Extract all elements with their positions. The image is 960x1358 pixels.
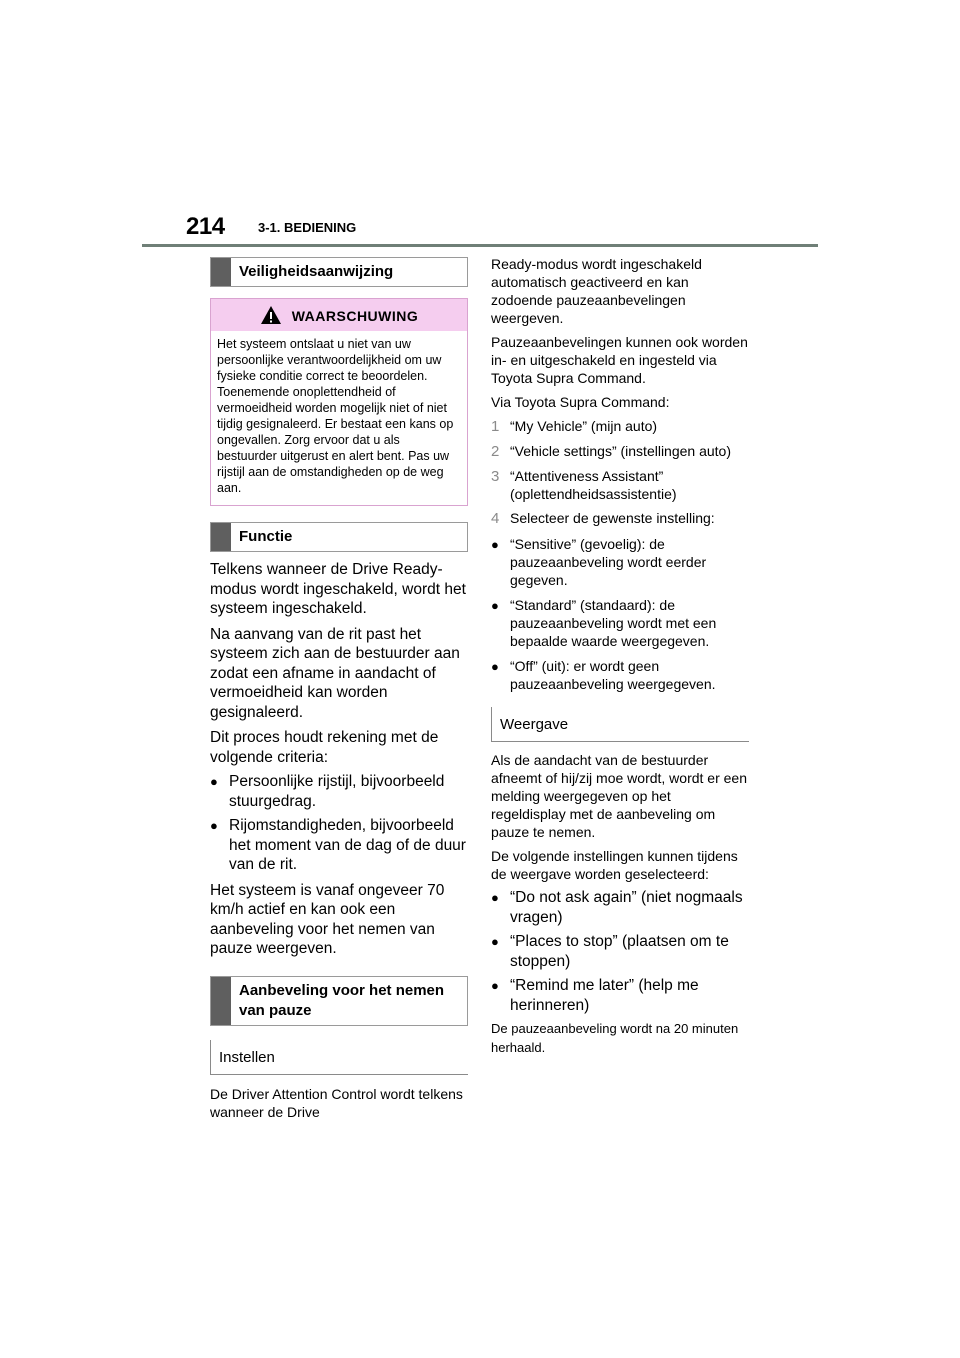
step-number: 3 xyxy=(491,468,500,485)
step-number: 1 xyxy=(491,418,500,435)
list-item: ● “Standard” (standaard): de pauzeaanbeveling wordt met een bepaalde waarde weergegeven. xyxy=(491,597,717,649)
section-heading-safety xyxy=(210,257,468,287)
step-text: Selecteer de gewenste instelling: xyxy=(510,510,715,526)
warning-title: WAARSCHUWING xyxy=(291,308,419,324)
list-item: ● Persoonlijke rijstijl, bijvoorbeeld stuurgedrag. xyxy=(210,773,445,810)
paragraph: Telkens wanneer de Drive Ready-modus wordt ingeschakeld, wordt het systeem ingeschakeld. xyxy=(210,561,466,617)
warning-text: Het systeem ontslaat u niet van uw persoonlijke verantwoordelijkheid om uw fysieke conditie correct te beoordelen. Toenemende onoplettendheid of vermoeidheid worden mogelijk niet of niet tijdig gesignaleerd. Er bestaat een kans op ongevallen. Zorg ervoor dat u als bestuurder uitgerust en alert bent. Pas uw rijstijl aan de omstandigheden op de weg aan. xyxy=(217,337,454,495)
bullet-icon: ● xyxy=(210,774,218,789)
step-item xyxy=(491,417,749,436)
bullet-icon: ● xyxy=(491,598,499,613)
warning-header xyxy=(211,299,467,331)
note-text: De pauzeaanbeveling wordt na 20 minuten herhaald. xyxy=(491,1021,739,1055)
paragraph: Ready-modus wordt ingeschakeld automatisch geactiveerd en kan zodoende pauzeaanbevelingen weergeven. xyxy=(491,256,702,326)
step-item xyxy=(491,442,749,461)
bullet-icon: ● xyxy=(491,978,499,993)
warning-box xyxy=(210,298,468,506)
bullet-icon: ● xyxy=(491,890,499,905)
section-heading-break xyxy=(210,976,468,1026)
section-heading-text: Functie xyxy=(239,528,293,545)
page-number: 214 xyxy=(186,213,225,240)
list-item: ● Rijomstandigheden, bijvoorbeeld het moment van de dag of de duur van de rit. xyxy=(210,817,466,873)
paragraph: De Driver Attention Control wordt telkens wanneer de Drive xyxy=(210,1085,463,1120)
section-heading-text: Aanbeveling voor het nemen van pauze xyxy=(239,981,445,1019)
paragraph: Als de aandacht van de bestuurder afneemt of hij/zij moe wordt, wordt er een melding weergegeven op het regeldisplay met de aanbeveling om pauze te nemen. xyxy=(491,752,748,840)
list-item: ● “Off” (uit): er wordt geen pauzeaanbeveling weergegeven. xyxy=(491,658,716,692)
right-column xyxy=(491,255,749,1057)
section-heading-text: Veiligheidsaanwijzing xyxy=(239,263,394,280)
bullet-icon: ● xyxy=(491,659,499,674)
header-divider xyxy=(142,244,818,247)
section-heading-function xyxy=(210,522,468,552)
list-item: ● “Sensitive” (gevoelig): de pauzeaanbeveling wordt eerder gegeven. xyxy=(491,536,707,588)
paragraph: Via Toyota Supra Command: xyxy=(491,394,670,410)
step-item xyxy=(491,509,749,528)
step-text: “My Vehicle” (mijn auto) xyxy=(510,418,658,434)
paragraph: Na aanvang van de rit past het systeem zich aan de bestuurder aan zodat een afname in aandacht of vermoeidheid kan worden gesignaleerd. xyxy=(210,625,460,721)
step-number: 4 xyxy=(491,510,500,527)
step-number: 2 xyxy=(491,443,500,460)
subheading-settings: Instellen xyxy=(210,1040,468,1075)
list-item: ● “Places to stop” (plaatsen om te stoppen) xyxy=(491,933,729,970)
list-item: ● “Remind me later” (help me herinneren) xyxy=(491,977,699,1014)
chapter-title: 3-1. BEDIENING xyxy=(258,220,357,235)
step-text: “Vehicle settings” (instellingen auto) xyxy=(510,443,732,459)
step-text: “Attentiveness Assistant” (oplettendheidsassistentie) xyxy=(510,468,677,502)
bullet-icon: ● xyxy=(491,934,499,949)
paragraph: Dit proces houdt rekening met de volgende criteria: xyxy=(210,729,439,766)
step-item xyxy=(491,467,749,503)
bullet-icon: ● xyxy=(210,818,218,833)
paragraph: Het systeem is vanaf ongeveer 70 km/h actief en kan ook een aanbeveling voor het nemen van pauze weergeven. xyxy=(210,881,445,957)
warning-triangle-icon xyxy=(260,305,282,325)
bullet-icon: ● xyxy=(491,537,499,552)
left-column xyxy=(210,257,468,1121)
paragraph: Pauzeaanbevelingen kunnen ook worden in- en uitgeschakeld en ingesteld via Toyota Supra Command. xyxy=(491,334,748,386)
subheading-display: Weergave xyxy=(491,707,749,742)
list-item: ● “Do not ask again” (niet nogmaals vragen) xyxy=(491,889,743,926)
paragraph: De volgende instellingen kunnen tijdens de weergave worden geselecteerd: xyxy=(491,848,738,882)
